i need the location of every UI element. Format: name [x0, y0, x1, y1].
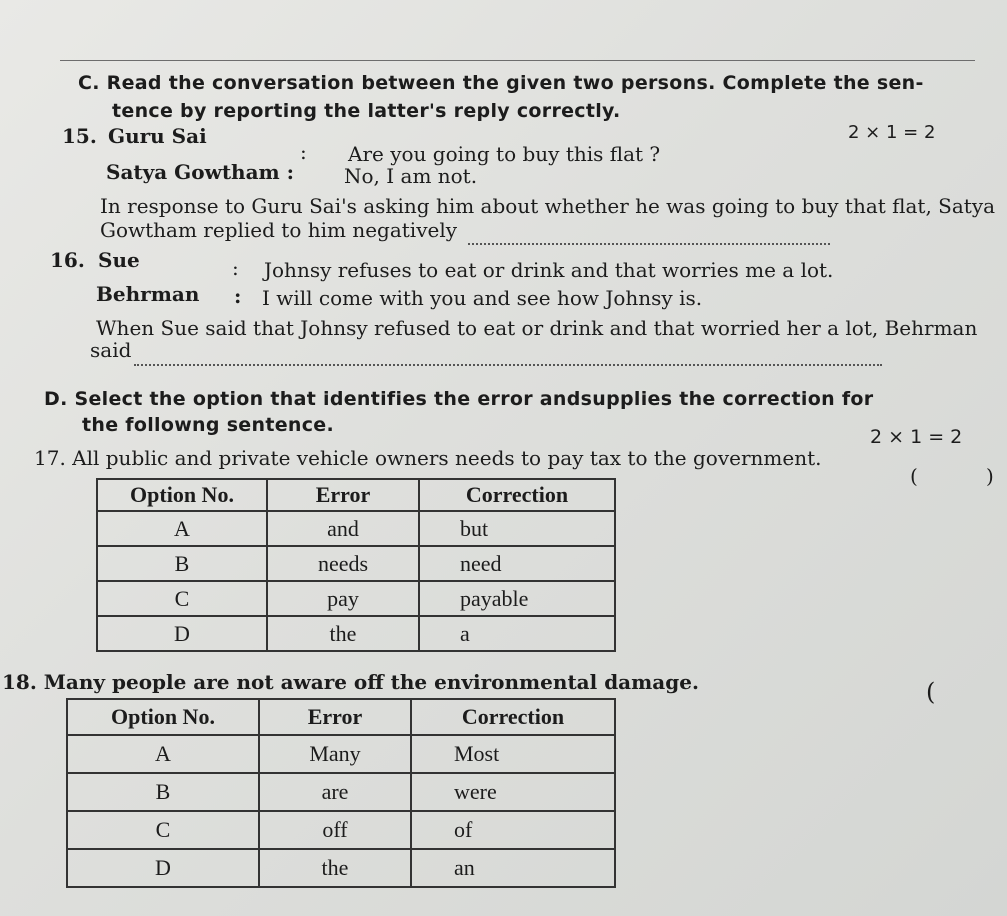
correction-cell: but: [419, 511, 615, 546]
top-rule: [60, 60, 975, 61]
option-label: B: [67, 773, 259, 811]
table-row[interactable]: [67, 773, 615, 811]
table-row[interactable]: [97, 511, 615, 546]
option-label: A: [67, 735, 259, 773]
section-c-heading-1: C. Read the conversation between the given two persons. Complete the sen-: [78, 72, 924, 94]
q15-speaker-2: Satya Gowtham :: [106, 160, 295, 184]
error-cell: and: [267, 511, 419, 546]
error-cell: are: [259, 773, 411, 811]
error-cell: pay: [267, 581, 419, 616]
correction-cell: a: [419, 616, 615, 651]
table-header-row: [97, 479, 615, 511]
q15-speaker-1: Guru Sai: [108, 124, 207, 148]
error-cell: the: [259, 849, 411, 887]
option-label: A: [97, 511, 267, 546]
table-row[interactable]: [67, 849, 615, 887]
section-d-marks: 2 × 1 = 2: [870, 426, 963, 448]
table-header-row: [67, 699, 615, 735]
section-c-heading-2: tence by reporting the latter's reply correctly.: [112, 100, 621, 122]
q18-bracket-open: (: [926, 678, 936, 706]
error-cell: needs: [267, 546, 419, 581]
header-option-no: Option No.: [97, 479, 267, 511]
q16-answer-blank[interactable]: [134, 364, 882, 366]
q16-number: 16.: [50, 248, 85, 272]
option-label: D: [97, 616, 267, 651]
q16-colon-1: :: [232, 256, 239, 280]
correction-cell: of: [411, 811, 615, 849]
option-label: C: [97, 581, 267, 616]
q16-colon-2: :: [234, 284, 242, 308]
q16-speaker-2: Behrman: [96, 282, 200, 306]
correction-cell: payable: [419, 581, 615, 616]
q15-line-1: Are you going to buy this flat ?: [348, 142, 661, 166]
q15-answer-blank[interactable]: [468, 243, 830, 245]
header-option-no: Option No.: [67, 699, 259, 735]
q17-bracket-close: ): [986, 464, 994, 488]
correction-cell: Most: [411, 735, 615, 773]
correction-cell: were: [411, 773, 615, 811]
q16-line-1: Johnsy refuses to eat or drink and that worries me a lot.: [264, 258, 834, 282]
table-row[interactable]: [97, 546, 615, 581]
option-label: D: [67, 849, 259, 887]
q17-question: 17. All public and private vehicle owners needs to pay tax to the government.: [34, 446, 822, 470]
option-label: B: [97, 546, 267, 581]
section-d-heading-1: D. Select the option that identifies the error andsupplies the correction for: [44, 388, 874, 410]
q16-line-2: I will come with you and see how Johnsy is.: [262, 286, 703, 310]
q18-question: 18. Many people are not aware off the environmental damage.: [2, 670, 699, 694]
table-row[interactable]: [67, 735, 615, 773]
q15-report-line-2: Gowtham replied to him negatively: [100, 218, 458, 242]
table-row[interactable]: [97, 616, 615, 651]
q16-report-line-1: When Sue said that Johnsy refused to eat or drink and that worried her a lot, Behrman: [96, 316, 978, 340]
table-row[interactable]: [97, 581, 615, 616]
header-error: Error: [259, 699, 411, 735]
error-cell: off: [259, 811, 411, 849]
header-correction: Correction: [419, 479, 615, 511]
correction-cell: an: [411, 849, 615, 887]
q15-line-2: No, I am not.: [344, 164, 478, 188]
q15-number: 15.: [62, 124, 97, 148]
section-d-heading-2: the followng sentence.: [82, 414, 334, 436]
q16-report-line-2: said: [90, 338, 132, 362]
show-through-text: [720, 150, 725, 171]
error-cell: the: [267, 616, 419, 651]
section-c-marks: 2 × 1 = 2: [848, 122, 936, 143]
q16-speaker-1: Sue: [98, 248, 140, 272]
q17-bracket-open: (: [910, 464, 918, 488]
option-label: C: [67, 811, 259, 849]
correction-cell: need: [419, 546, 615, 581]
header-correction: Correction: [411, 699, 615, 735]
table-row[interactable]: [67, 811, 615, 849]
q17-options-table: [96, 478, 616, 652]
header-error: Error: [267, 479, 419, 511]
q15-report-line-1: In response to Guru Sai's asking him about whether he was going to buy that flat, Satya: [100, 194, 996, 218]
error-cell: Many: [259, 735, 411, 773]
q15-colon-1: :: [300, 140, 307, 164]
q18-options-table: [66, 698, 616, 888]
